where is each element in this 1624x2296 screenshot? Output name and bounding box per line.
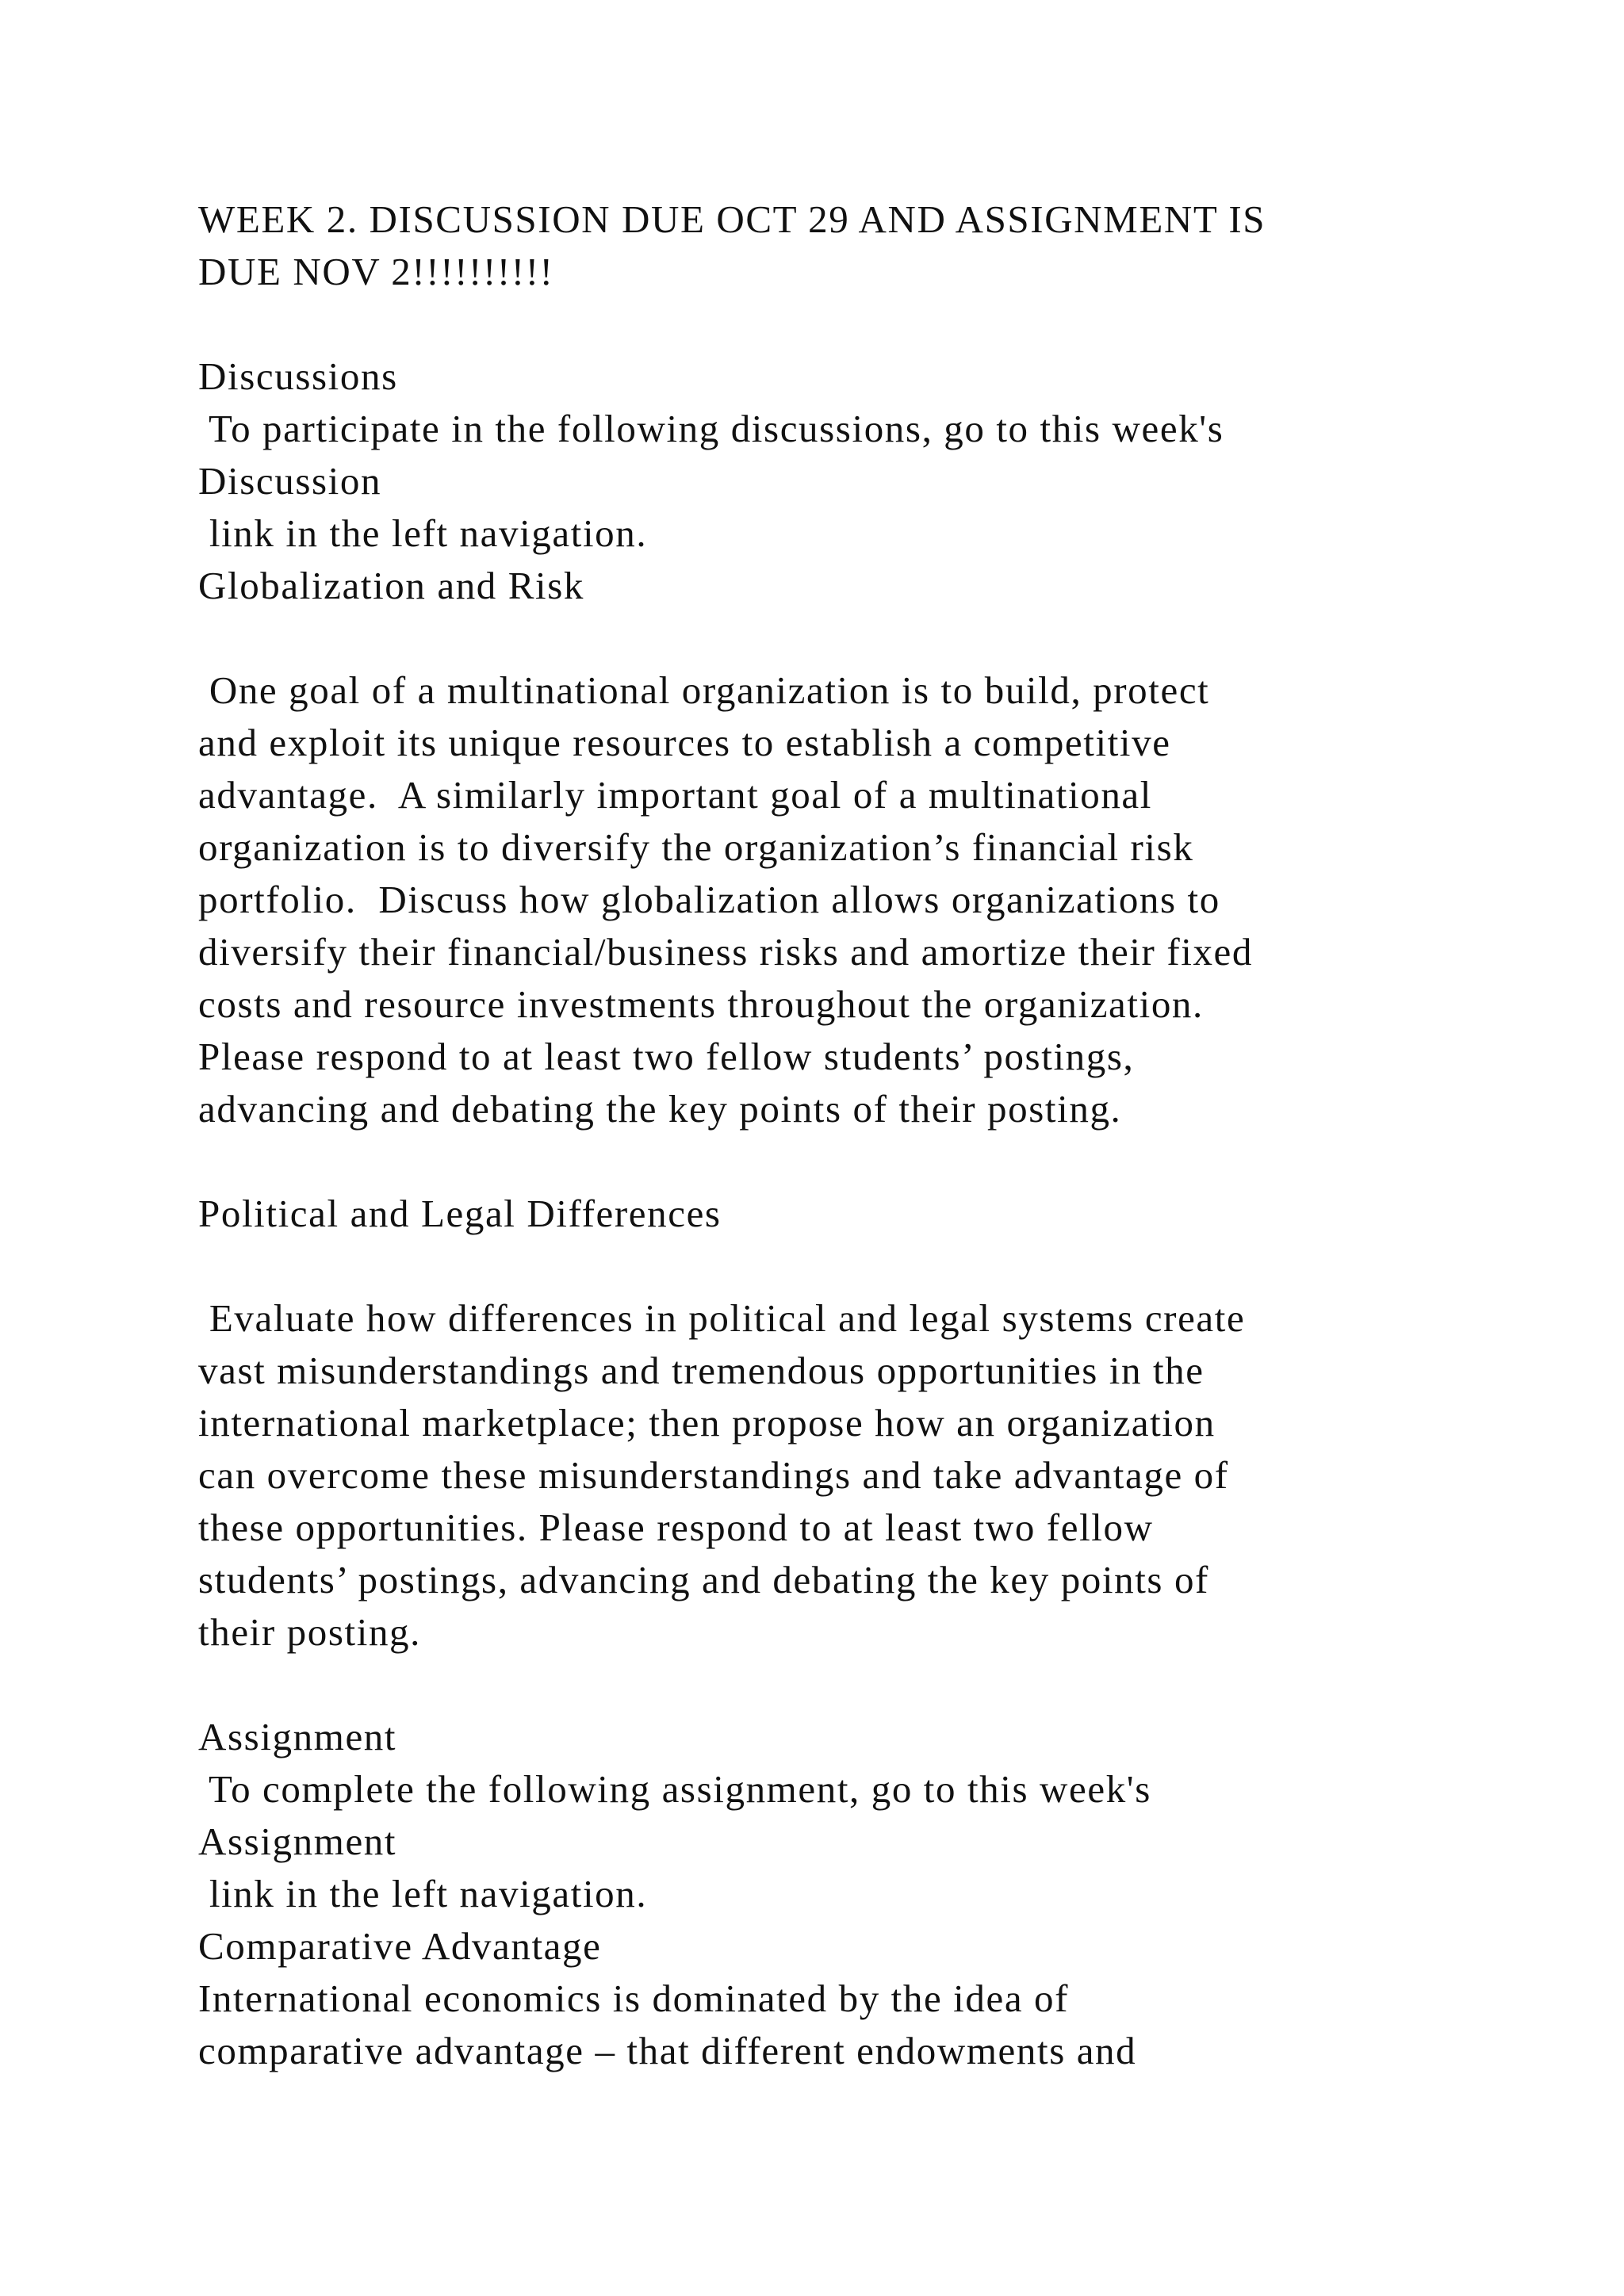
document-body	[198, 193, 1435, 2077]
section-title-discussions: Discussions	[198, 354, 398, 398]
paragraph-line: students’ postings, advancing and debating the key points of	[198, 1558, 1209, 1601]
paragraph-line: advantage. A similarly important goal of a multinational	[198, 773, 1152, 817]
paragraph-line: Assignment	[198, 1820, 397, 1863]
paragraph-line: comparative advantage – that different endowments and	[198, 2029, 1137, 2072]
paragraph-line: advancing and debating the key points of their posting.	[198, 1087, 1122, 1131]
paragraph-line: portfolio. Discuss how globalization allows organizations to	[198, 878, 1220, 921]
paragraph-line: Please respond to at least two fellow students’ postings,	[198, 1035, 1135, 1078]
paragraph-line: international marketplace; then propose how an organization	[198, 1401, 1216, 1445]
paragraph-line: organization is to diversify the organization’s financial risk	[198, 825, 1194, 869]
paragraph-line: One goal of a multinational organization is to build, protect	[198, 668, 1210, 712]
section-title-assignment: Assignment	[198, 1715, 397, 1758]
paragraph-line: vast misunderstandings and tremendous opportunities in the	[198, 1349, 1205, 1392]
paragraph-line: link in the left navigation.	[198, 1872, 648, 1915]
paragraph-line: International economics is dominated by the idea of	[198, 1976, 1070, 2020]
paragraph-line: Discussion	[198, 459, 382, 503]
spacer	[198, 1659, 1435, 1711]
spacer	[198, 612, 1435, 664]
subsection-title-globalization: Globalization and Risk	[198, 564, 585, 607]
spacer	[198, 1135, 1435, 1188]
spacer	[198, 1240, 1435, 1292]
paragraph-line: To participate in the following discussions, go to this week's	[198, 407, 1224, 450]
heading-line: DUE NOV 2!!!!!!!!!!	[198, 250, 554, 293]
paragraph-line: costs and resource investments throughout the organization.	[198, 982, 1204, 1026]
paragraph-line: To complete the following assignment, go to this week's	[198, 1767, 1151, 1811]
paragraph-line: link in the left navigation.	[198, 511, 648, 555]
heading-line: WEEK 2. DISCUSSION DUE OCT 29 AND ASSIGNMENT IS	[198, 197, 1266, 241]
paragraph-line: can overcome these misunderstandings and take advantage of	[198, 1453, 1229, 1497]
paragraph-line: these opportunities. Please respond to at least two fellow	[198, 1506, 1154, 1549]
paragraph-line: their posting.	[198, 1610, 421, 1654]
subsection-title-comparative: Comparative Advantage	[198, 1924, 602, 1968]
paragraph-line: Evaluate how differences in political and legal systems create	[198, 1296, 1246, 1340]
paragraph-line: and exploit its unique resources to establish a competitive	[198, 721, 1171, 764]
paragraph-line: diversify their financial/business risks and amortize their fixed	[198, 930, 1254, 974]
subsection-title-political: Political and Legal Differences	[198, 1192, 722, 1235]
spacer	[198, 298, 1435, 350]
